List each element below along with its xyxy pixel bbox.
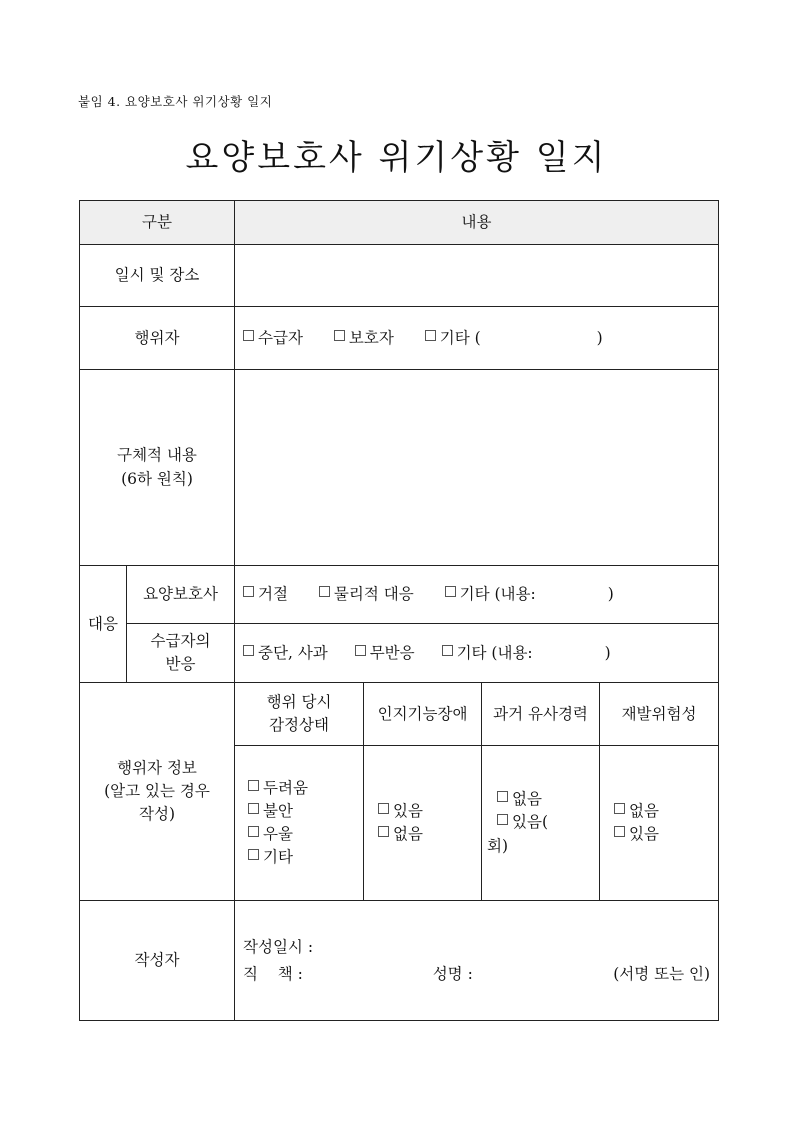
caregiver-option-other[interactable]: 기타 (내용: ) [445,582,614,606]
actor-label: 행위자 [80,307,235,370]
checkbox-icon[interactable] [614,803,625,814]
checkbox-icon[interactable] [243,330,254,341]
caregiver-label: 요양보호사 [127,566,235,624]
checkbox-icon[interactable] [248,849,259,860]
writer-field[interactable] [235,901,719,1021]
actor-info-label: 행위자 정보 (알고 있는 경우 작성) [80,683,235,901]
recipient-option-other[interactable]: 기타 (내용: ) [442,641,611,665]
history-header: 과거 유사경력 [482,683,600,746]
cognitive-option-no[interactable]: 없음 [378,823,473,846]
cognitive-options [364,746,482,901]
checkbox-icon[interactable] [319,586,330,597]
recipient-option-no-reaction[interactable]: 무반응 [355,641,415,665]
emotion-options [235,746,364,901]
checkbox-icon[interactable] [378,826,389,837]
checkbox-icon[interactable] [248,826,259,837]
emotion-header: 행위 당시 감정상태 [235,683,364,746]
recipient-option-stop-apology[interactable]: 중단, 사과 [243,641,328,665]
write-date-label: 작성일시 : [243,938,314,957]
crisis-log-table [79,200,719,1021]
caregiver-option-refuse[interactable]: 거절 [243,582,288,606]
emotion-option-anxiety[interactable]: 불안 [248,800,355,823]
recurrence-option-none[interactable]: 없음 [614,800,710,823]
details-label: 구체적 내용 (6하 원칙) [80,370,235,566]
actor-option-other[interactable]: 기타 ( ) [425,326,603,350]
recurrence-header: 재발위험성 [600,683,719,746]
checkbox-icon[interactable] [243,586,254,597]
emotion-option-depression[interactable]: 우울 [248,823,355,846]
recipient-options [235,624,719,683]
checkbox-icon[interactable] [614,826,625,837]
annex-label: 붙임 4. 요양보호사 위기상황 일지 [78,94,273,109]
checkbox-icon[interactable] [334,330,345,341]
category-header: 구분 [80,201,235,245]
recipient-reaction-label: 수급자의 반응 [127,624,235,683]
checkbox-icon[interactable] [243,645,254,656]
checkbox-icon[interactable] [442,645,453,656]
actor-options [235,307,719,370]
history-count-suffix: 회) [487,836,509,855]
writer-info-line [243,961,710,987]
checkbox-icon[interactable] [445,586,456,597]
checkbox-icon[interactable] [497,791,508,802]
emotion-option-other[interactable]: 기타 [248,846,355,869]
datetime-place-label: 일시 및 장소 [80,245,235,307]
checkbox-icon[interactable] [425,330,436,341]
cognitive-header: 인지기능장애 [364,683,482,746]
name-label: 성명 : [432,964,473,983]
checkbox-icon[interactable] [355,645,366,656]
page-title: 요양보호사 위기상황 일지 [185,138,608,178]
history-option-yes[interactable]: 있음( [487,811,591,834]
signature-label: (서명 또는 인) [613,964,711,983]
cognitive-option-yes[interactable]: 있음 [378,800,473,823]
actor-option-recipient[interactable]: 수급자 [243,326,303,350]
caregiver-options [235,566,719,624]
content-header: 내용 [235,201,719,245]
history-option-none[interactable]: 없음 [487,788,591,811]
writer-label: 작성자 [80,901,235,1021]
emotion-option-fear[interactable]: 두려움 [248,777,355,800]
datetime-place-field[interactable] [235,245,719,307]
checkbox-icon[interactable] [497,814,508,825]
actor-option-guardian[interactable]: 보호자 [334,326,394,350]
response-label: 대응 [80,566,127,683]
checkbox-icon[interactable] [248,780,259,791]
history-options [482,746,600,901]
position-label: 직 책 : [243,964,303,983]
recurrence-options [600,746,719,901]
checkbox-icon[interactable] [248,803,259,814]
details-field[interactable] [235,370,719,566]
recurrence-option-yes[interactable]: 있음 [614,823,710,846]
caregiver-option-physical[interactable]: 물리적 대응 [319,582,414,606]
checkbox-icon[interactable] [378,803,389,814]
